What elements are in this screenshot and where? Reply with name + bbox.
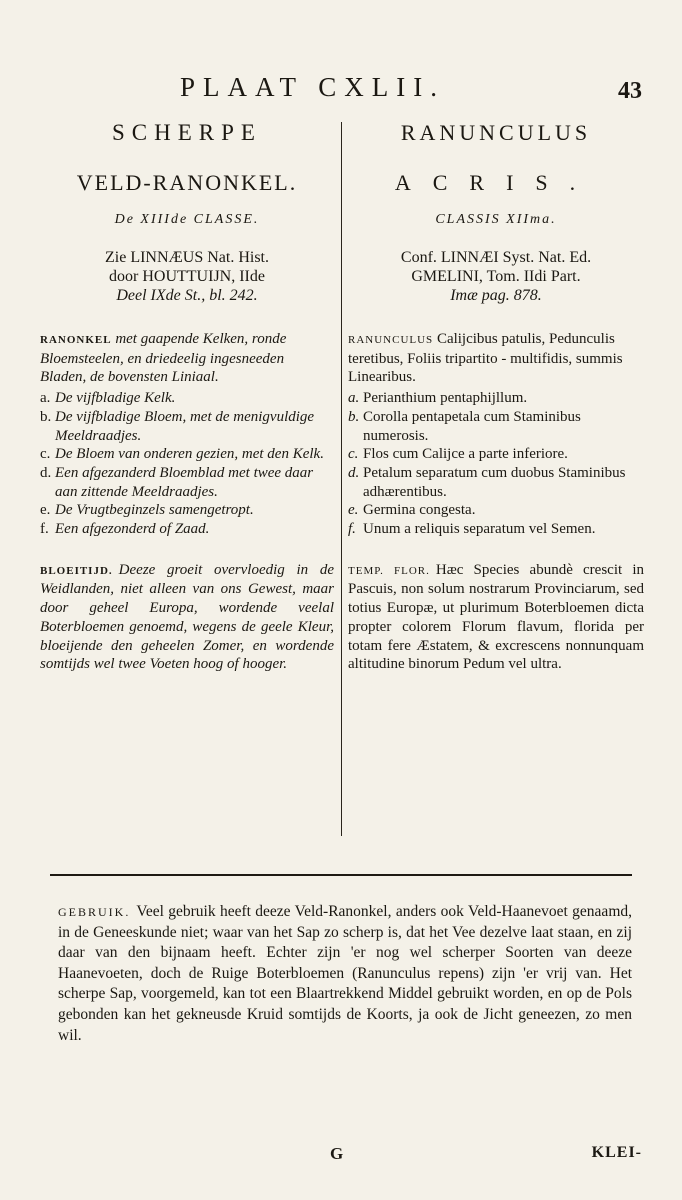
dutch-parts-list xyxy=(40,389,334,539)
latin-description-text: Calijcibus patulis, Pedunculis teretibus, Foliis tripartito - multifidis, summis Linearibus. xyxy=(348,331,623,386)
part-letter: b. xyxy=(348,408,360,425)
dutch-part-c xyxy=(40,445,334,464)
part-letter: b. xyxy=(40,408,52,425)
part-letter: f. xyxy=(348,521,356,538)
part-letter: d. xyxy=(348,464,360,481)
dutch-flowering-term: BLOEITIJD. xyxy=(40,564,113,577)
dutch-reference-line-2: door HOUTTUIJN, IIde xyxy=(109,268,265,285)
dutch-name-line-1: SCHERPE xyxy=(112,120,262,145)
part-text: Flos cum Calijce a parte inferiore. xyxy=(363,446,568,463)
plate-title: PLAAT CXLII. xyxy=(180,72,446,102)
latin-reference-line-3: Imæ pag. 878. xyxy=(450,287,542,304)
dutch-reference-line-3: Deel IXde St., bl. 242. xyxy=(116,287,258,304)
dutch-reference xyxy=(40,248,334,318)
dutch-flowering-text: Deeze groeit overvloedig in de Weidlanden, niet alleen van ons Gewest, maar door geheel Europa, wordende veelal Boterbloemen genoemd, wegens de geele Kleur, bloeijende den geheelen Zomer, en wordende somtijds wel twee Voeten hoog of hooger. xyxy=(40,561,334,673)
dutch-flowering-paragraph xyxy=(40,561,334,674)
latin-part-d xyxy=(348,464,644,501)
page-number: 43 xyxy=(618,78,642,104)
dutch-column xyxy=(40,118,334,674)
usage-text: Veel gebruik heeft deeze Veld-Ranonkel, anders ook Veld-Haanevoet genaamd, in de Geneeskunde niet; waar van het Sap zo scherp is, dat het Vee dezelve laat staan, en zij daar van den bijnaam heeft. Echter zijn 'er nog wel scherper Soorten van deeze Haanevoeten, doch de Ruige Boterbloemen (Ranunculus repens) zijn 'er vrij van. Het scherpe Sap, voorgemeld, kan tot een Blaartrekkend Middel gebruikt worden, en op de Pols gebonden kan het gekneusde Kruid somtijds de Koorts, ja ook de Jicht geneezen, zo men wil. xyxy=(58,903,632,1044)
latin-flowering-text: Hæc Species abundè crescit in Pascuis, non solum nostrarum Provinciarum, sed totius Europæ, ut plurimum Boterbloemen dicta propter colorem Florum flavum, florida per totam fere Æstatem, & excrescens nonnunquam altitudine binorum Pedum vel ultra. xyxy=(348,561,644,673)
latin-part-c xyxy=(348,445,644,464)
part-letter: e. xyxy=(40,502,51,519)
part-text: De Bloem van onderen gezien, met den Kelk. xyxy=(55,446,324,463)
part-text: De vijfbladige Bloem, met de menigvuldige Meeldraadjes. xyxy=(55,408,315,444)
part-text: Corolla pentapetala cum Staminibus numerosis. xyxy=(363,408,581,444)
latin-parts-list xyxy=(348,389,644,539)
part-text: De Vrugtbeginzels samengetropt. xyxy=(55,502,254,519)
dutch-name-line-2: VELD-RANONKEL. xyxy=(76,170,298,195)
latin-name-line-2: ACRIS. xyxy=(394,170,598,195)
part-letter: a. xyxy=(40,390,51,407)
latin-reference-line-2: GMELINI, Tom. IIdi Part. xyxy=(411,268,581,285)
dutch-description xyxy=(40,330,334,387)
section-rule xyxy=(50,874,632,876)
dutch-reference-line-1: Zie LINNÆUS Nat. Hist. xyxy=(105,249,269,266)
latin-description xyxy=(348,330,644,387)
catchword: KLEI- xyxy=(591,1144,642,1161)
part-text: Een afgezonderd of Zaad. xyxy=(55,521,210,538)
latin-flowering-paragraph xyxy=(348,561,644,674)
part-letter: a. xyxy=(348,390,360,407)
dutch-part-d xyxy=(40,464,334,501)
part-text: Een afgezanderd Bloemblad met twee daar aan zittende Meeldraadjes. xyxy=(55,464,314,500)
part-text: Germina congesta. xyxy=(363,502,476,519)
part-letter: d. xyxy=(40,464,52,481)
latin-reference-line-1: Conf. LINNÆI Syst. Nat. Ed. xyxy=(400,249,592,266)
part-letter: f. xyxy=(40,521,49,538)
dutch-part-f xyxy=(40,520,334,539)
latin-part-e xyxy=(348,501,644,520)
latin-name-line-1: RANUNCULUS xyxy=(400,120,592,145)
dutch-description-term: RANONKEL xyxy=(40,334,112,346)
usage-term: GEBRUIK. xyxy=(58,905,131,919)
dutch-part-b xyxy=(40,408,334,445)
latin-classis: CLASSIS XIIma. xyxy=(435,212,557,227)
column-divider xyxy=(341,122,342,836)
dutch-part-e xyxy=(40,501,334,520)
part-text: Unum a reliquis separatum vel Semen. xyxy=(363,521,596,538)
part-letter: c. xyxy=(348,446,359,463)
usage-paragraph xyxy=(58,902,632,1046)
latin-reference xyxy=(348,248,644,318)
part-text: De vijfbladige Kelk. xyxy=(55,390,176,407)
part-letter: e. xyxy=(348,502,359,519)
part-text: Petalum separatum cum duobus Staminibus adhærentibus. xyxy=(363,464,626,500)
latin-part-b xyxy=(348,408,644,445)
part-letter: c. xyxy=(40,446,51,463)
dutch-part-a xyxy=(40,389,334,408)
latin-part-a xyxy=(348,389,644,408)
latin-description-term: RANUNCULUS xyxy=(348,334,434,346)
latin-flowering-term: TEMP. FLOR. xyxy=(348,564,430,577)
part-text: Perianthium pentaphijllum. xyxy=(363,390,528,407)
running-head xyxy=(0,72,682,106)
latin-part-f xyxy=(348,520,644,539)
dutch-classis: De XIIIde CLASSE. xyxy=(114,212,260,227)
signature-mark: G xyxy=(330,1144,344,1163)
dutch-description-text: met gaapende Kelken, ronde Bloemsteelen, en driedeelig ingesneeden Bladen, de bovensten Liniaal. xyxy=(40,331,287,386)
latin-column xyxy=(348,118,644,674)
